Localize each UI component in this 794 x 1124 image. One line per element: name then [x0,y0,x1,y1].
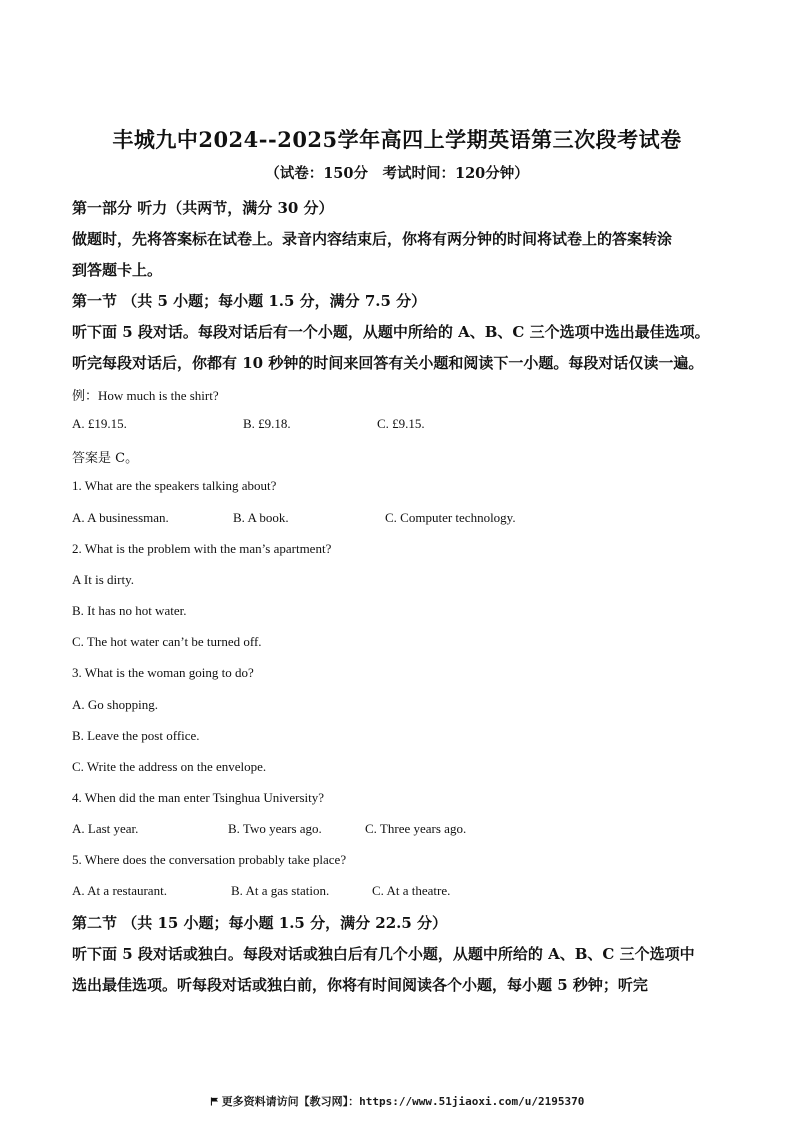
question-4-option-c: C. Three years ago. [365,821,467,836]
question-3-option-c: C. Write the address on the envelope. [72,759,267,774]
example-answer: 答案是 C。 [72,451,139,466]
question-2-option-c: C. The hot water can’t be turned off. [72,634,262,649]
part1-heading: 第一部分 听力（共两节，满分 30 分） [72,199,334,217]
section2-instruction-line2: 选出最佳选项。听每段对话或独白前，你将有时间阅读各个小题，每小题 5 秒钟；听完 [72,976,648,994]
exam-title: 丰城九中2024--2025学年高四上学期英语第三次段考试卷 [112,127,682,152]
section2-heading: 第二节 （共 15 小题；每小题 1.5 分，满分 22.5 分） [72,914,448,932]
example-option-c: C. £9.15. [377,416,425,431]
example-option-a: A. £19.15. [72,416,127,431]
part1-instruction-line1: 做题时，先将答案标在试卷上。录音内容结束后，你将有两分钟的时间将试卷上的答案转涂 [72,230,673,248]
example-option-b: B. £9.18. [243,416,291,431]
question-5-option-c: C. At a theatre. [372,883,451,898]
section1-instruction-line2: 听完每段对话后，你都有 10 秒钟的时间来回答有关小题和阅读下一小题。每段对话仅读一遍。 [72,354,704,372]
question-1-stem: 1. What are the speakers talking about? [72,478,277,493]
question-3-stem: 3. What is the woman going to do? [72,665,254,680]
question-4-option-b: B. Two years ago. [228,821,322,836]
exam-subtitle: （试卷：150分 考试时间：120分钟） [265,165,529,182]
section1-instruction-line1: 听下面 5 段对话。每段对话后有一个小题，从题中所给的 A、B、C 三个选项中选出最佳选项。 [72,323,710,341]
question-1-option-a: A. A businessman. [72,510,169,525]
question-3-option-b: B. Leave the post office. [72,728,200,743]
question-5-stem: 5. Where does the conversation probably take place? [72,852,347,867]
question-4-option-a: A. Last year. [72,821,139,836]
question-2-option-b: B. It has no hot water. [72,603,187,618]
footer [0,1093,794,1109]
question-1-option-b: B. A book. [233,510,289,525]
section2-instruction-line1: 听下面 5 段对话或独白。每段对话或独白后有几个小题，从题中所给的 A、B、C 三个选项中 [72,945,695,963]
question-5-option-a: A. At a restaurant. [72,883,167,898]
question-1-option-c: C. Computer technology. [385,510,516,525]
footer-link[interactable]: 更多资料请访问【教习网】：https://www.51jiaoxi.com/u/2195370 [221,1095,585,1108]
part1-instruction-line2: 到答题卡上。 [72,261,163,279]
example-prompt: 例：How much is the shirt? [72,388,219,403]
question-2-option-a: A It is dirty. [72,572,134,587]
question-3-option-a: A. Go shopping. [72,697,158,712]
question-4-stem: 4. When did the man enter Tsinghua University? [72,790,325,805]
section1-heading: 第一节 （共 5 小题；每小题 1.5 分，满分 7.5 分） [72,292,427,310]
question-5-option-b: B. At a gas station. [231,883,330,898]
question-2-stem: 2. What is the problem with the man’s apartment? [72,541,332,556]
flag-icon [210,1097,219,1106]
